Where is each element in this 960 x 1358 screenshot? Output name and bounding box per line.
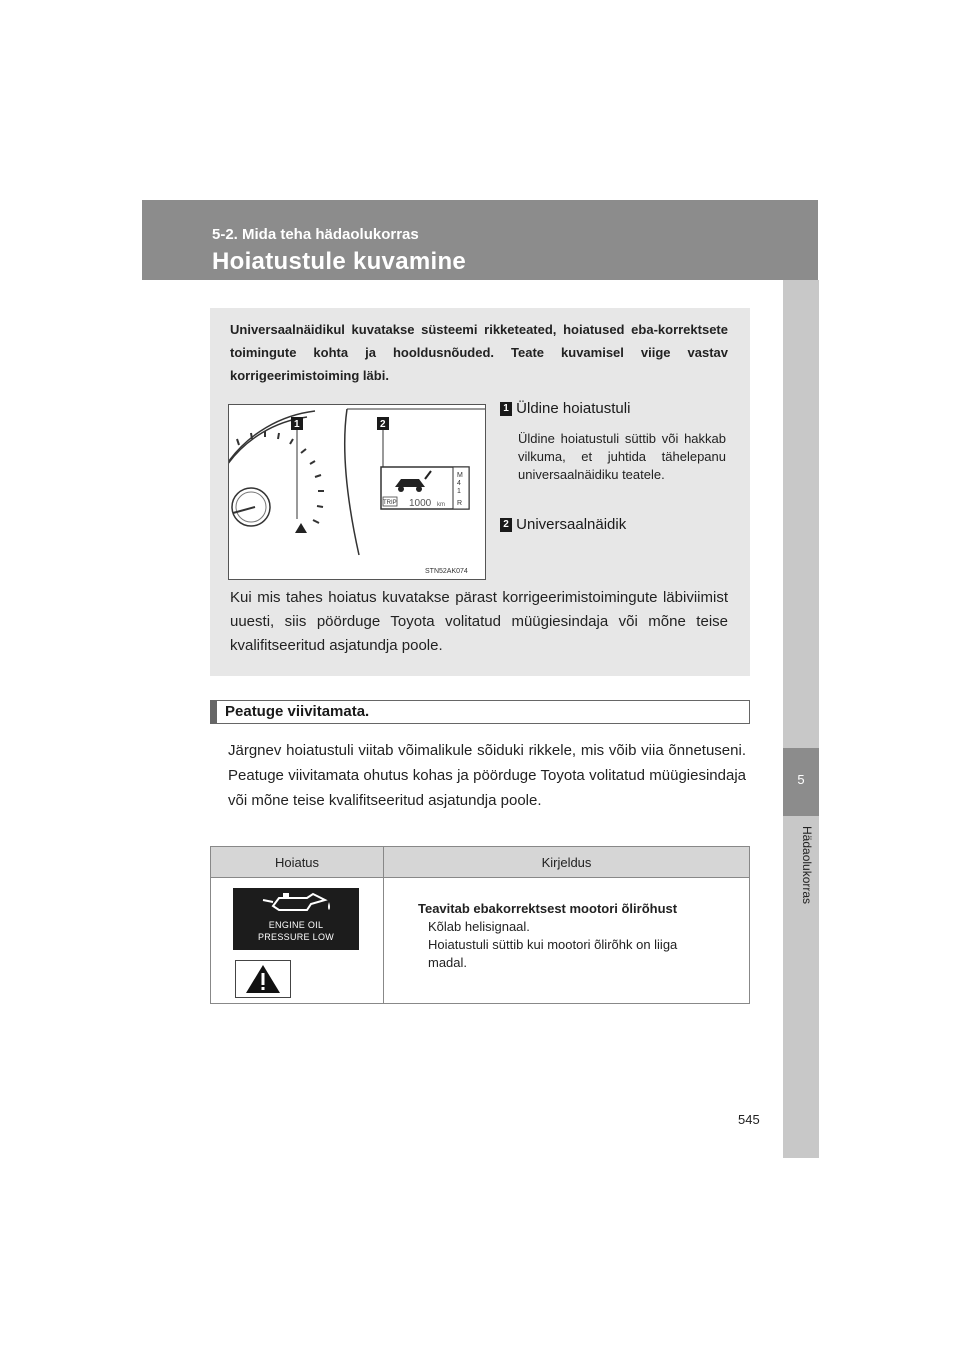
side-tab — [783, 280, 819, 1158]
figure-code: STN52AK074 — [425, 568, 468, 575]
master-warning-icon — [295, 523, 307, 533]
warning-description-cell — [384, 878, 750, 1004]
notice-bar-marker — [211, 701, 217, 723]
callout-1-title: Üldine hoiatustuli — [516, 400, 631, 417]
callout-badge-1: 1 — [500, 402, 512, 416]
warning-desc-title: Teavitab ebakorrektsest mootori õlirõhust — [418, 901, 678, 916]
warning-desc-line: Kõlab helisignaal. — [428, 919, 530, 934]
warning-icons-cell — [211, 878, 384, 1004]
warning-triangle-icon — [236, 961, 290, 997]
oil-display-line2: PRESSURE LOW — [257, 932, 335, 942]
oil-pressure-display — [233, 888, 359, 950]
warning-table — [210, 846, 750, 1004]
oil-can-icon — [233, 888, 359, 918]
page-title: Hoiatustule kuvamine — [212, 248, 467, 275]
gear-label: M — [457, 472, 463, 479]
callout-1-description: Üldine hoiatustuli süttib või hakkab vilkuma, et juhtida tähelepanu universaalnäidiku teatele. — [518, 431, 726, 482]
callout-2 — [500, 516, 626, 533]
trip-label: TRIP — [383, 500, 397, 506]
callout-2-title: Universaalnäidik — [516, 516, 627, 533]
notice-heading: Peatuge viivitamata. — [225, 703, 370, 720]
gear-label: R — [457, 500, 463, 507]
table-row — [211, 878, 750, 1004]
warning-icon-box — [235, 960, 291, 998]
dashboard-figure — [228, 404, 486, 580]
svg-text:2: 2 — [380, 419, 386, 430]
chapter-number: 5 — [797, 772, 805, 787]
warning-desc-line: Hoiatustuli süttib kui mootori õlirõhk on liiga — [428, 937, 678, 952]
oil-display-line1: ENGINE OIL — [268, 920, 324, 930]
odometer-value: 1000 — [409, 498, 432, 509]
dashboard-illustration — [229, 405, 485, 579]
table-header-warning: Hoiatus — [211, 847, 384, 878]
intro-text: Universaalnäidikul kuvatakse süsteemi rikketeated, hoiatused eba-korrektsete toimingute kohta ja hooldusnõuded. Teate kuvamisel viige vastav korrigeerimistoiming läbi. — [230, 322, 728, 383]
notice-heading-bar — [210, 700, 750, 724]
gear-label: 4 — [457, 480, 461, 487]
section-label: 5-2. Mida teha hädaolukorras — [212, 226, 419, 243]
gear-label: 1 — [457, 488, 461, 495]
odometer-unit: km — [437, 502, 445, 508]
box-note: Kui mis tahes hoiatus kuvatakse pärast korrigeerimistoimingute läbiviimist uuesti, siis pöörduge Toyota volitatud müügiesindaja või mõne teise kvalifitseeritud asjatundja poole. — [230, 589, 728, 654]
callout-badge-2: 2 — [500, 518, 512, 532]
table-header-row — [211, 847, 750, 878]
svg-text:1: 1 — [294, 419, 300, 430]
small-gauge — [232, 488, 270, 526]
table-header-description: Kirjeldus — [384, 847, 750, 878]
page-number: 545 — [738, 1112, 760, 1127]
warning-desc-line: madal. — [428, 955, 468, 970]
notice-text: Järgnev hoiatustuli viitab võimalikule sõiduki rikkele, mis võib viia õnnetuseni. Peatuge viivitamata ohutus kohas ja pöörduge Toyota volitatud müügiesindaja või mõne teise kvalifitseeritud asjatundja poole. — [228, 742, 746, 809]
callout-1 — [500, 400, 630, 417]
chapter-name: Hädaolukorras — [800, 826, 814, 905]
